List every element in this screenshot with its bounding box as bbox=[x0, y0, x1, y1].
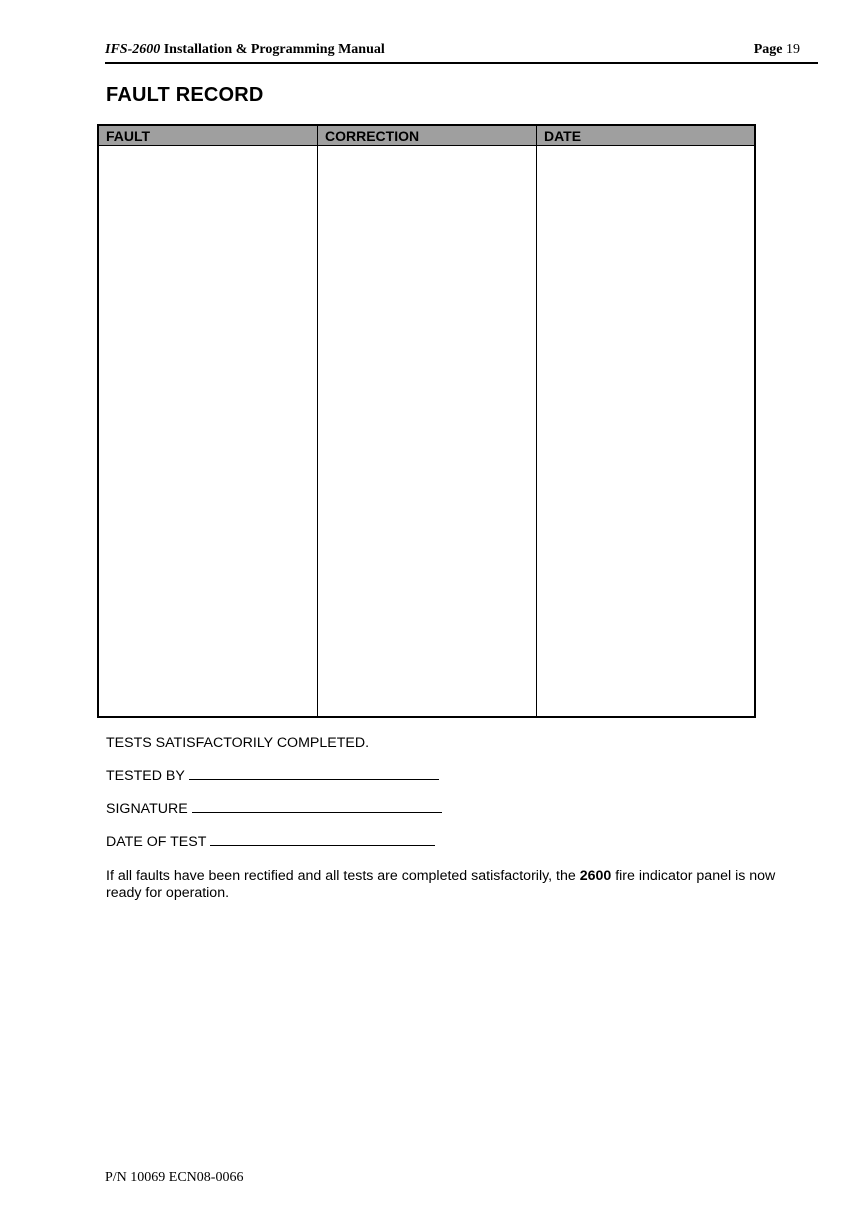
date-of-test-field[interactable] bbox=[210, 834, 435, 846]
tested-by-line bbox=[106, 768, 439, 784]
column-header-correction: CORRECTION bbox=[325, 128, 420, 144]
date-of-test-label: DATE OF TEST bbox=[106, 834, 207, 850]
column-header-date: DATE bbox=[544, 128, 582, 144]
closing-paragraph bbox=[106, 868, 806, 902]
panel-model: 2600 bbox=[579, 868, 612, 884]
closing-text-start: If all faults have been rectified and all tests are completed satisfactorily, the bbox=[106, 868, 580, 884]
page-number: 19 bbox=[786, 42, 800, 57]
table-header-row bbox=[99, 126, 754, 146]
page-label: Page bbox=[753, 42, 783, 57]
manual-name: Installation & Programming Manual bbox=[163, 42, 385, 57]
signature-field[interactable] bbox=[192, 801, 442, 813]
manual-title bbox=[105, 42, 385, 58]
page-indicator bbox=[754, 42, 800, 58]
part-number-footer: P/N 10069 ECN08-0066 bbox=[105, 1170, 244, 1185]
signature-label: SIGNATURE bbox=[106, 801, 188, 817]
tested-by-label: TESTED BY bbox=[106, 768, 185, 784]
date-of-test-line bbox=[106, 834, 435, 850]
page-header bbox=[105, 42, 818, 64]
closing-text-end: fire indicator panel is now ready for operation. bbox=[106, 868, 776, 901]
fault-entry-cell[interactable] bbox=[99, 146, 317, 716]
product-name: IFS-2600 bbox=[105, 42, 161, 57]
correction-entry-cell[interactable] bbox=[318, 146, 536, 716]
date-entry-cell[interactable] bbox=[537, 146, 754, 716]
fault-record-table bbox=[97, 124, 756, 718]
tests-completed-statement: TESTS SATISFACTORILY COMPLETED. bbox=[106, 735, 370, 751]
tested-by-field[interactable] bbox=[189, 768, 439, 780]
signature-line bbox=[106, 801, 442, 817]
section-title: FAULT RECORD bbox=[106, 84, 264, 106]
column-header-fault: FAULT bbox=[106, 128, 151, 144]
